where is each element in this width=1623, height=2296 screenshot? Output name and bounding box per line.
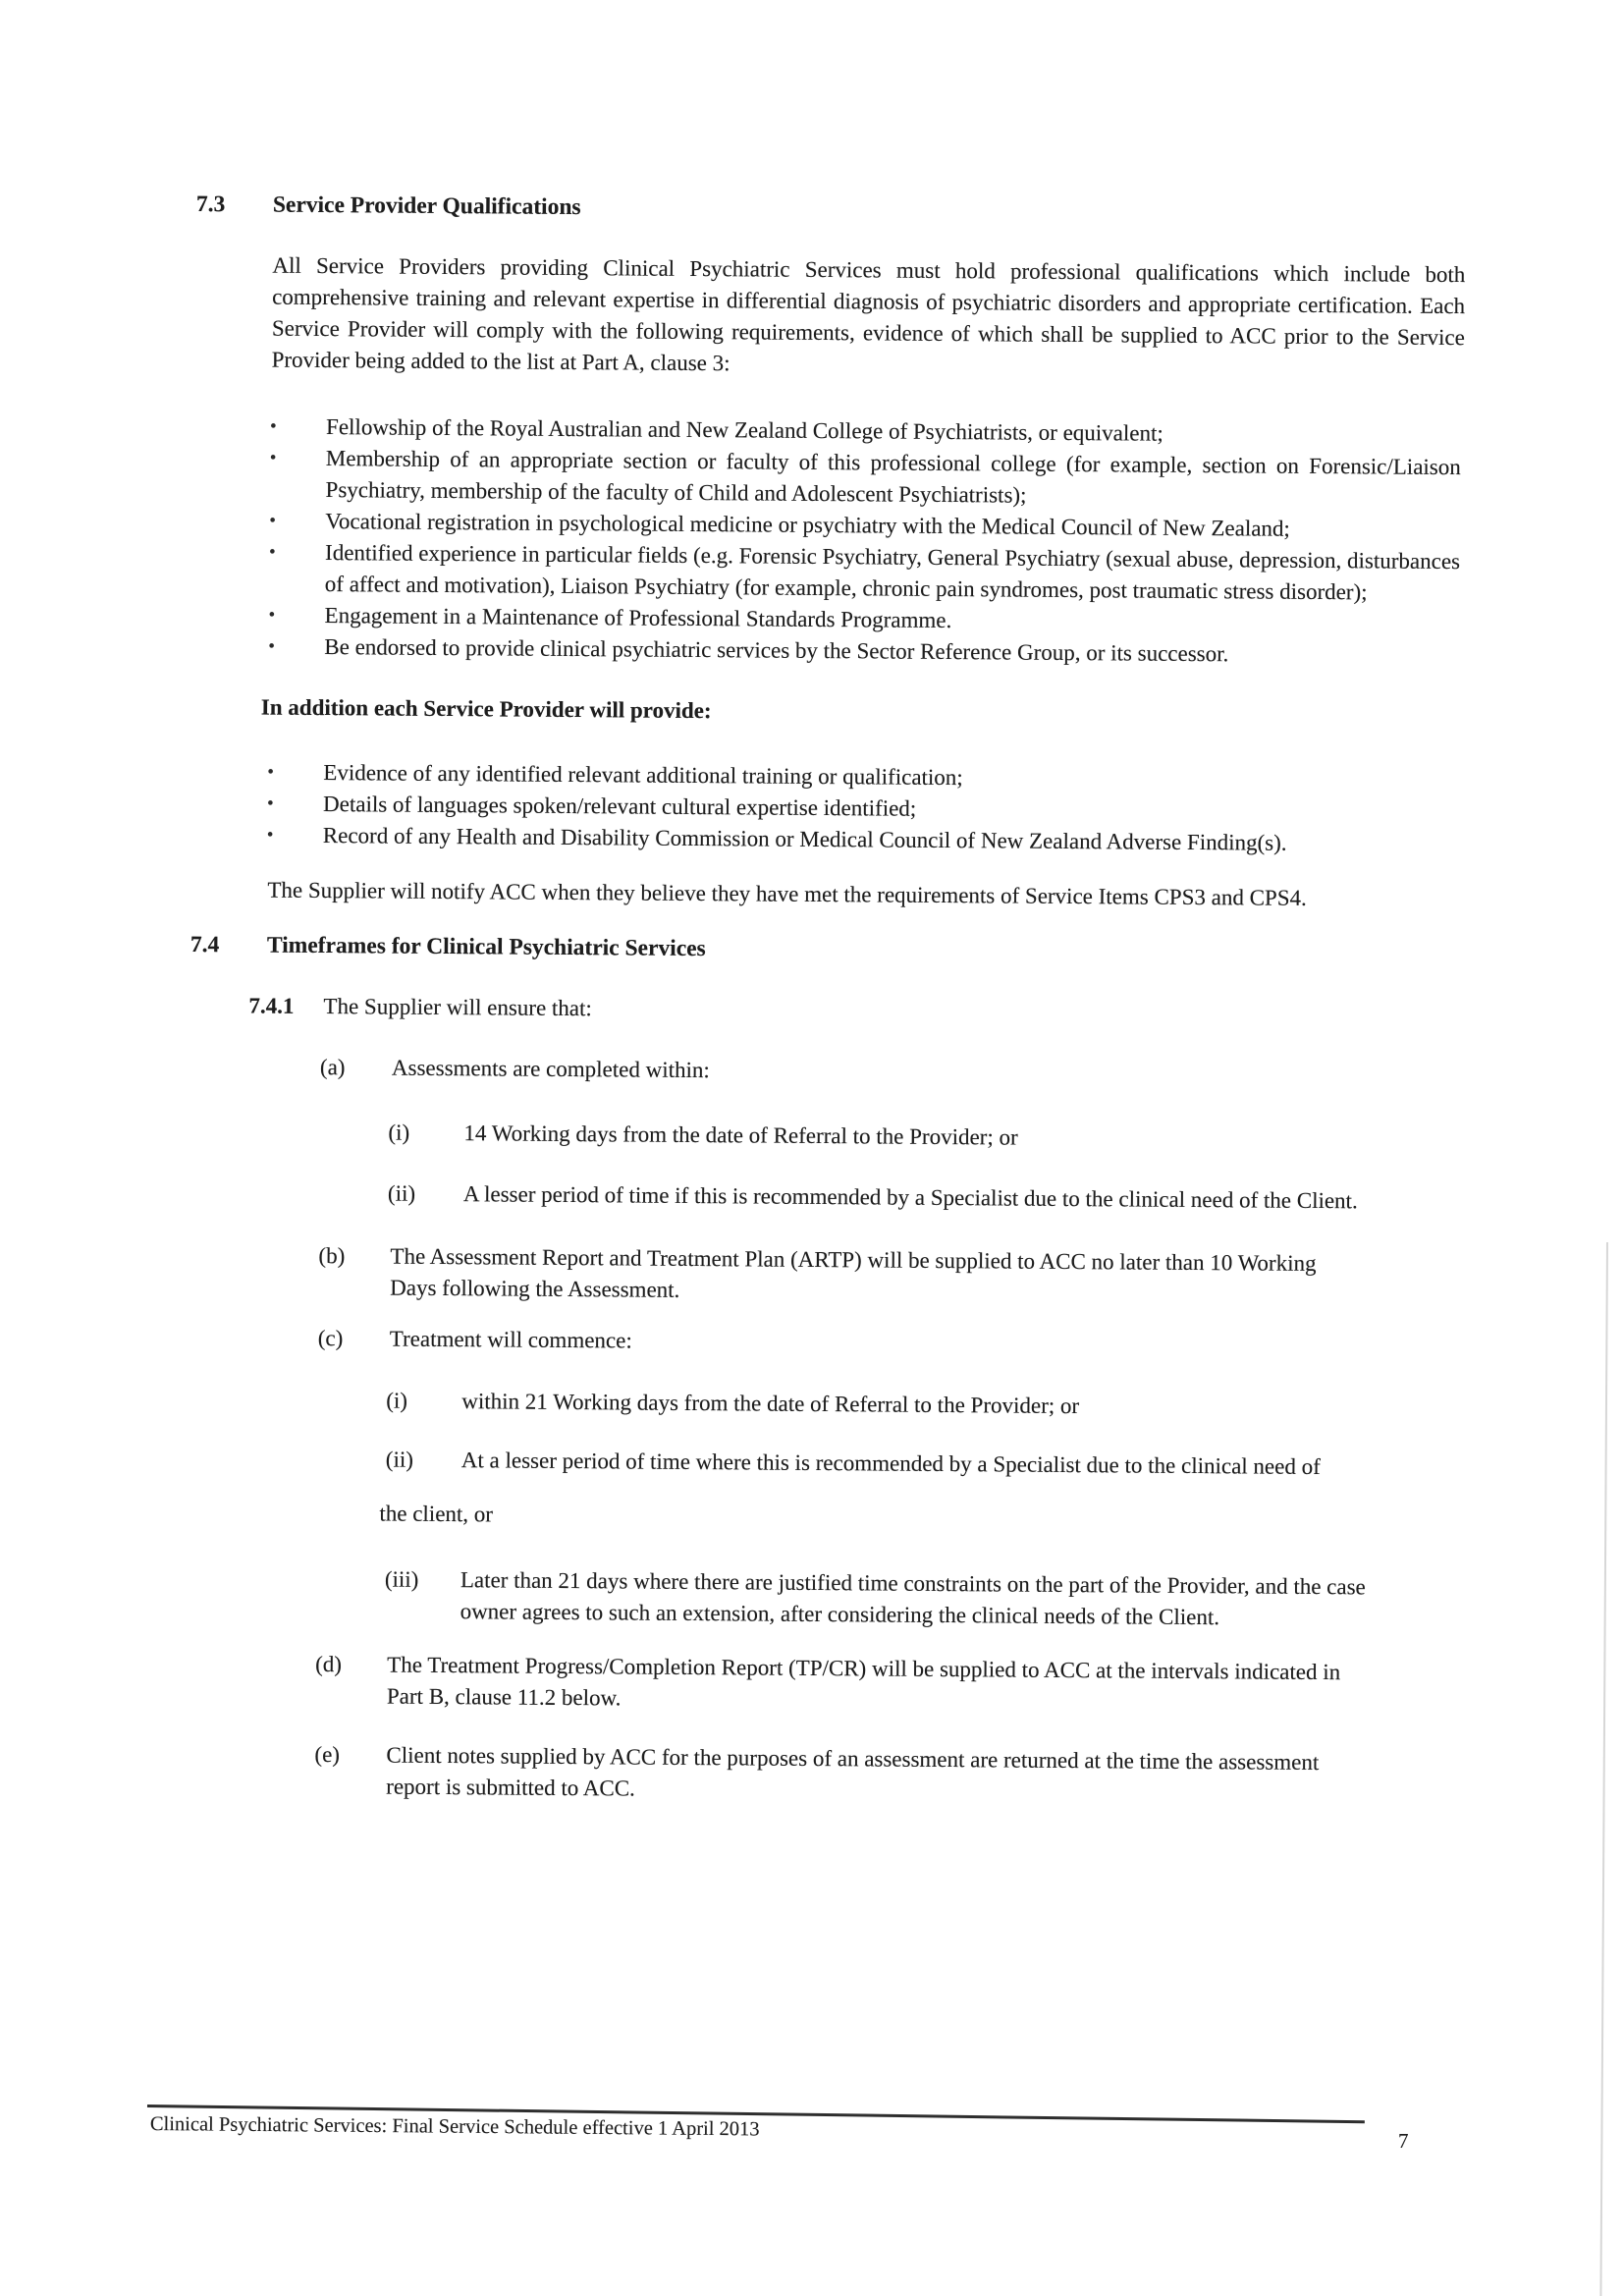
subitem-text: Later than 21 days where there are justified time constraints on the part of the Provider, and the case owner agrees to such an extension, after considering the clinical needs of the Client. bbox=[460, 1567, 1366, 1630]
bullet-icon: • bbox=[268, 635, 276, 657]
provide-subheading: In addition each Service Provider will provide: bbox=[260, 694, 712, 724]
section-title: Timeframes for Clinical Psychiatric Services bbox=[266, 932, 706, 962]
list-item-text: Evidence of any identified relevant additional training or qualification; bbox=[323, 760, 963, 791]
item-text: Assessments are completed within: bbox=[391, 1055, 710, 1083]
scan-edge-artifact bbox=[1599, 1242, 1608, 2296]
list-item-text: Details of languages spoken/relevant cultural expertise identified; bbox=[322, 792, 917, 821]
list-item-text: Membership of an appropriate section or faculty of this professional college (for example, section on Forensic/Liaison Psychiatry, membership of the faculty of Child and Adolescent Psychiatrists); bbox=[325, 446, 1461, 508]
item-c-sub-iii bbox=[385, 1564, 1472, 1636]
page-number: 7 bbox=[1398, 2129, 1409, 2153]
item-c-sub-ii bbox=[386, 1445, 1473, 1485]
section-7-3-heading bbox=[196, 189, 1483, 230]
section-7-4-heading bbox=[190, 929, 1477, 970]
clause-number: 7.4.1 bbox=[248, 993, 295, 1018]
subitem-label: (ii) bbox=[387, 1180, 416, 1206]
item-text: The Treatment Progress/Completion Report (TP/CR) will be supplied to ACC at the intervals indicated in Part B, clause 11.2 below. bbox=[386, 1652, 1341, 1711]
provider-will-provide-list bbox=[267, 757, 1459, 861]
item-label: (d) bbox=[315, 1651, 343, 1677]
subitem-text: At a lesser period of time where this is recommended by a Specialist due to the clinical need of bbox=[460, 1448, 1321, 1480]
subitem-label: (ii) bbox=[385, 1447, 414, 1472]
section-7-3-intro-paragraph: All Service Providers providing Clinical Psychiatric Services must hold professional qualifications which include both comprehensive training and relevant expertise in differential diagnosis of psychiatric disorders and appropriate certification. Each Service Provider will comply with the following requirements, evidence of which shall be supplied to ACC prior to the Service Provider being added to the list at Part A, clause 3: bbox=[271, 252, 1466, 376]
subitem-text: A lesser period of time if this is recommended by a Specialist due to the clinical need of the Client. bbox=[462, 1181, 1358, 1214]
item-a-sub-ii bbox=[388, 1178, 1475, 1219]
section-number: 7.4 bbox=[189, 931, 220, 958]
subitem-text: 14 Working days from the date of Referral to the Provider; or bbox=[463, 1121, 1018, 1150]
item-c-sub-i bbox=[386, 1386, 1473, 1426]
qualification-requirements-list bbox=[268, 411, 1461, 673]
item-label: (b) bbox=[318, 1243, 346, 1269]
bullet-icon: • bbox=[269, 541, 276, 563]
section-7-3-closing-paragraph: The Supplier will notify ACC when they believe they have met the requirements of Service Items CPS3 and CPS4. bbox=[267, 877, 1307, 910]
bullet-icon: • bbox=[267, 761, 275, 783]
item-label: (a) bbox=[319, 1055, 346, 1080]
subitem-text: within 21 Working days from the date of Referral to the Provider; or bbox=[461, 1389, 1080, 1419]
list-item-text: Engagement in a Maintenance of Professional Standards Programme. bbox=[324, 603, 952, 633]
bullet-icon: • bbox=[267, 793, 274, 814]
page-content bbox=[184, 189, 1483, 1811]
clause-text: The Supplier will ensure that: bbox=[323, 994, 592, 1021]
bullet-icon: • bbox=[269, 510, 277, 531]
item-e bbox=[314, 1739, 1470, 1811]
item-text: Client notes supplied by ACC for the purposes of an assessment are returned at the time the assessment report is submitted to ACC. bbox=[386, 1742, 1320, 1801]
item-label: (c) bbox=[317, 1326, 344, 1351]
item-c-continuation-text: the client, or bbox=[379, 1501, 494, 1527]
list-item-text: Be endorsed to provide clinical psychiatric services by the Sector Reference Group, or its successor. bbox=[324, 634, 1229, 667]
item-text: The Assessment Report and Treatment Plan (ARTP) will be supplied to ACC no later than 10 Working Days following the Assessment. bbox=[390, 1243, 1317, 1302]
bullet-icon: • bbox=[268, 604, 276, 626]
section-title: Service Provider Qualifications bbox=[272, 191, 581, 221]
item-b bbox=[318, 1240, 1474, 1312]
subitem-label: (i) bbox=[386, 1388, 408, 1413]
list-item-text: Fellowship of the Royal Australian and New Zealand College of Psychiatrists, or equivalent; bbox=[326, 414, 1163, 446]
clause-7-4-1 bbox=[248, 990, 1476, 1031]
list-item-text: Identified experience in particular fields (e.g. Forensic Psychiatry, General Psychiatry (sexual abuse, depression, disturbances of affect and motivation), Liaison Psychiatry (for example, chronic pain syndromes, post traumatic stress disorder); bbox=[324, 540, 1461, 605]
subitem-label: (iii) bbox=[384, 1566, 419, 1592]
bullet-icon: • bbox=[270, 415, 277, 437]
footer-text: Clinical Psychiatric Services: Final Service Schedule effective 1 April 2013 bbox=[149, 2113, 760, 2141]
list-item-text: Record of any Health and Disability Commission or Medical Council of New Zealand Adverse Finding(s). bbox=[322, 823, 1287, 855]
list-item-text: Vocational registration in psychological medicine or psychiatry with the Medical Council of New Zealand; bbox=[325, 509, 1290, 541]
list-item bbox=[269, 443, 1460, 516]
bullet-icon: • bbox=[266, 824, 274, 846]
bullet-icon: • bbox=[269, 447, 277, 468]
item-text: Treatment will commence: bbox=[389, 1326, 632, 1353]
item-a-sub-i bbox=[388, 1118, 1475, 1158]
item-label: (e) bbox=[314, 1741, 341, 1768]
section-number: 7.3 bbox=[195, 191, 226, 218]
item-c bbox=[318, 1323, 1474, 1363]
item-a bbox=[320, 1052, 1476, 1092]
subitem-label: (i) bbox=[388, 1120, 410, 1145]
list-item bbox=[269, 537, 1460, 610]
item-d bbox=[315, 1649, 1471, 1721]
